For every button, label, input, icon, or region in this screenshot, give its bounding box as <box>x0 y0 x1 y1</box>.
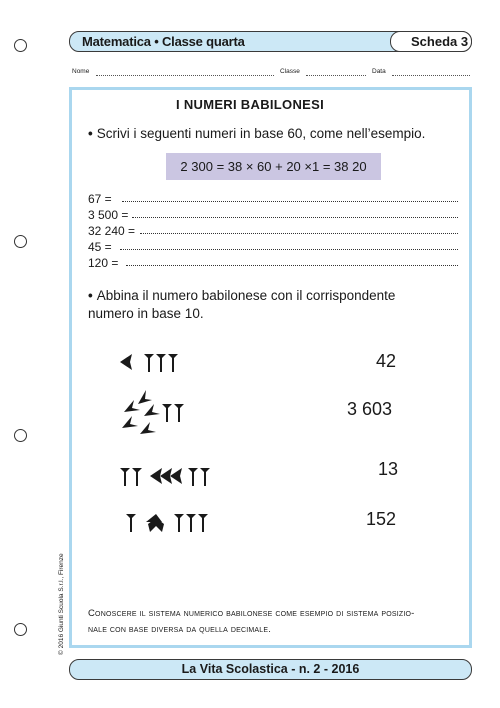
exercise1-instruction: • Scrivi i seguenti numeri in base 60, come nell’esempio. <box>88 126 426 141</box>
exercise-number: 32 240 = <box>88 224 136 238</box>
section-title: I NUMERI BABILONESI <box>176 97 324 112</box>
exercise-row <box>88 192 458 206</box>
binder-hole <box>14 39 27 52</box>
class-field[interactable] <box>306 75 366 76</box>
footer-label: La Vita Scolastica - n. 2 - 2016 <box>181 662 360 676</box>
babylonian-numeral-2 <box>118 388 188 440</box>
target-number: 3 603 <box>347 399 393 419</box>
footer-bar <box>69 659 472 680</box>
exercise-row <box>88 208 458 222</box>
target-number: 13 <box>378 459 399 479</box>
exercise-number: 120 = <box>88 256 119 270</box>
exercise-number: 45 = <box>88 240 112 254</box>
exercise-row <box>88 224 458 238</box>
exercise-number: 67 = <box>88 192 112 206</box>
exercise-row <box>88 240 458 254</box>
babylonian-numeral-4 <box>126 512 210 534</box>
answer-line[interactable] <box>140 233 458 234</box>
target-number: 42 <box>376 351 397 371</box>
binder-hole <box>14 429 27 442</box>
answer-line[interactable] <box>120 249 458 250</box>
sheet-tab <box>390 31 472 52</box>
date-field[interactable] <box>392 75 470 76</box>
name-label: Nome <box>72 68 90 75</box>
copyright-text: © 2016 Giunti Scuola S.r.l., Firenze <box>58 553 65 655</box>
target-number: 152 <box>366 509 397 529</box>
name-field[interactable] <box>96 75 274 76</box>
binder-hole <box>14 235 27 248</box>
bullet-icon: • <box>88 126 93 141</box>
learning-objective: Conoscere il sistema numerico babilonese come esempio di sistema posizio- nale con base diversa da quella decimale. <box>88 608 415 635</box>
exercise2-instruction: • Abbina il numero babilonese con il corrispondente numero in base 10. <box>88 288 396 321</box>
binder-hole <box>14 623 27 636</box>
class-label: Classe <box>280 68 300 75</box>
answer-line[interactable] <box>132 217 458 218</box>
babylonian-numeral-3 <box>118 466 214 488</box>
sheet-tab-label: Scheda 3 <box>411 34 469 49</box>
exercise-number: 3 500 = <box>88 208 129 222</box>
answer-line[interactable] <box>126 265 458 266</box>
babylonian-numeral-1 <box>118 352 188 374</box>
example-box: 2 300 = 38 × 60 + 20 ×1 = 38 20 <box>166 153 381 180</box>
answer-line[interactable] <box>122 201 458 202</box>
bullet-icon: • <box>88 288 93 303</box>
student-info-line <box>72 68 472 80</box>
date-label: Data <box>372 68 386 75</box>
header-bar <box>69 31 472 52</box>
header-title: Matematica • Classe quarta <box>82 34 245 49</box>
exercise-row <box>88 256 458 270</box>
